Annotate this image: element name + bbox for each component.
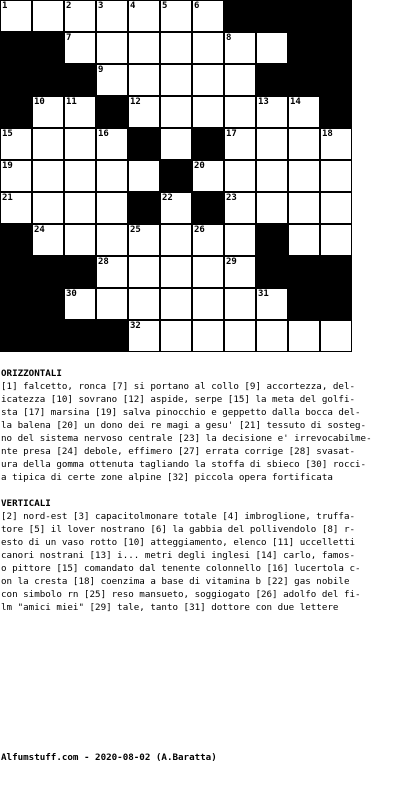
grid-cell[interactable] (160, 224, 192, 256)
grid-cell-black (32, 256, 64, 288)
grid-cell[interactable] (128, 0, 160, 32)
cell-number: 9 (98, 65, 104, 75)
cell-number: 18 (322, 129, 333, 139)
grid-cell-black (0, 320, 32, 352)
grid-cell[interactable] (32, 224, 64, 256)
grid-cell[interactable] (192, 96, 224, 128)
grid-cell[interactable] (96, 64, 128, 96)
grid-cell-black (256, 64, 288, 96)
grid-cell[interactable] (224, 64, 256, 96)
grid-cell-black (0, 64, 32, 96)
grid-cell[interactable] (256, 288, 288, 320)
grid-cell[interactable] (160, 256, 192, 288)
cell-number: 29 (226, 257, 237, 267)
grid-cell[interactable] (0, 192, 32, 224)
cell-number: 28 (98, 257, 109, 267)
grid-cell-black (64, 256, 96, 288)
cell-number: 11 (66, 97, 77, 107)
grid-cell[interactable] (32, 96, 64, 128)
grid-cell[interactable] (256, 128, 288, 160)
cell-number: 7 (66, 33, 72, 43)
grid-cell[interactable] (32, 128, 64, 160)
cell-number: 24 (34, 225, 45, 235)
grid-cell-black (128, 192, 160, 224)
cell-number: 8 (226, 33, 232, 43)
grid-cell-black (0, 96, 32, 128)
grid-cell[interactable] (288, 96, 320, 128)
grid-cell[interactable] (128, 288, 160, 320)
grid-cell[interactable] (224, 192, 256, 224)
cell-number: 5 (162, 1, 168, 11)
grid-cell[interactable] (224, 320, 256, 352)
cell-number: 12 (130, 97, 141, 107)
cell-number: 2 (66, 1, 72, 11)
grid-cell[interactable] (320, 224, 352, 256)
grid-cell[interactable] (128, 96, 160, 128)
grid-cell[interactable] (0, 0, 32, 32)
grid-cell[interactable] (320, 192, 352, 224)
grid-cell[interactable] (256, 192, 288, 224)
grid-cell[interactable] (224, 96, 256, 128)
grid-cell[interactable] (192, 320, 224, 352)
cell-number: 14 (290, 97, 301, 107)
grid-cell-black (160, 160, 192, 192)
grid-cell[interactable] (256, 320, 288, 352)
grid-cell[interactable] (96, 288, 128, 320)
cell-number: 20 (194, 161, 205, 171)
grid-cell[interactable] (192, 256, 224, 288)
grid-cell[interactable] (96, 32, 128, 64)
grid-cell-black (288, 288, 320, 320)
cell-number: 26 (194, 225, 205, 235)
grid-cell-black (96, 320, 128, 352)
grid-cell[interactable] (224, 288, 256, 320)
grid-cell[interactable] (160, 320, 192, 352)
grid-cell[interactable] (64, 224, 96, 256)
grid-cell[interactable] (128, 224, 160, 256)
grid-cell[interactable] (160, 288, 192, 320)
cell-number: 25 (130, 225, 141, 235)
grid-cell-black (32, 64, 64, 96)
down-heading: VERTICALI (1, 498, 51, 509)
grid-cell[interactable] (32, 192, 64, 224)
grid-cell-black (288, 32, 320, 64)
grid-cell[interactable] (64, 288, 96, 320)
grid-cell[interactable] (96, 192, 128, 224)
cell-number: 4 (130, 1, 136, 11)
cell-number: 10 (34, 97, 45, 107)
across-clue-text: [1] falcetto, ronca [7] si portano al collo [9] accortezza, del- icatezza [10] sovrano [12] aspide, serpe [15] la meta del golfi- sta [17] marsina [19] salva pinocchio e geppetto dalla bocca del- la balena [20] un dono dei re magi a gesu' [21] tessuto di sosteg- no del sistema nervoso centrale [23] la decisione e' irrevocabilme- nte presa [24] debole, effimero [27] errata corrige [28] svasat- ura della gomma ottenuta tagliando la stoffa di sbieco [30] rocci- a tipica di certe zone alpine [32] piccola opera fortificata (1, 381, 372, 483)
grid-cell[interactable] (224, 256, 256, 288)
grid-cell[interactable] (320, 320, 352, 352)
cell-number: 1 (2, 1, 8, 11)
grid-cell-black (320, 96, 352, 128)
grid-cell-black (288, 64, 320, 96)
cell-number: 3 (98, 1, 104, 11)
cell-number: 32 (130, 321, 141, 331)
grid-cell[interactable] (128, 256, 160, 288)
grid-cell-black (288, 256, 320, 288)
grid-cell-black (256, 0, 288, 32)
cell-number: 21 (2, 193, 13, 203)
grid-cell[interactable] (96, 0, 128, 32)
grid-cell[interactable] (160, 0, 192, 32)
grid-cell[interactable] (128, 160, 160, 192)
across-clues (1, 367, 411, 484)
grid-cell[interactable] (128, 320, 160, 352)
grid-cell[interactable] (160, 64, 192, 96)
grid-cell[interactable] (320, 160, 352, 192)
grid-cell-black (32, 288, 64, 320)
grid-cell-black (32, 32, 64, 64)
cell-number: 19 (2, 161, 13, 171)
grid-cell[interactable] (96, 224, 128, 256)
grid-cell[interactable] (128, 64, 160, 96)
cell-number: 30 (66, 289, 77, 299)
grid-cell[interactable] (32, 160, 64, 192)
grid-cell[interactable] (96, 256, 128, 288)
grid-cell[interactable] (192, 224, 224, 256)
grid-cell[interactable] (64, 128, 96, 160)
grid-cell[interactable] (64, 32, 96, 64)
cell-number: 6 (194, 1, 200, 11)
grid-cell[interactable] (288, 160, 320, 192)
grid-cell-black (0, 288, 32, 320)
grid-cell[interactable] (160, 32, 192, 64)
grid-cell[interactable] (256, 32, 288, 64)
footer-credit: Alfumstuff.com - 2020-08-02 (A.Baratta) (1, 752, 217, 763)
down-clues (1, 497, 411, 614)
grid-cell[interactable] (288, 128, 320, 160)
grid-cell[interactable] (0, 128, 32, 160)
cell-number: 15 (2, 129, 13, 139)
cell-number: 31 (258, 289, 269, 299)
grid-cell[interactable] (96, 160, 128, 192)
grid-cell-black (320, 0, 352, 32)
grid-cell-black (96, 96, 128, 128)
cell-number: 23 (226, 193, 237, 203)
grid-cell-black (256, 256, 288, 288)
grid-cell-black (64, 320, 96, 352)
grid-cell[interactable] (96, 128, 128, 160)
grid-cell[interactable] (160, 96, 192, 128)
grid-cell[interactable] (192, 32, 224, 64)
grid-cell[interactable] (0, 160, 32, 192)
grid-cell-black (32, 320, 64, 352)
grid-cell[interactable] (224, 160, 256, 192)
grid-cell[interactable] (160, 128, 192, 160)
grid-cell-black (0, 256, 32, 288)
grid-cell-black (256, 224, 288, 256)
grid-cell-black (64, 64, 96, 96)
grid-cell-black (320, 288, 352, 320)
across-heading: ORIZZONTALI (1, 368, 62, 379)
down-clue-text: [2] nord-est [3] capacitolmonare totale [4] imbroglione, truffa- tore [5] il lover nostrano [6] la gabbia del pollivendolo [8] r- esto di un vaso rotto [10] atteggiamento, elenco [11] uccelletti canori nostrani [13] i... metri degli inglesi [14] carlo, famos- o pittore [15] comandato dal tenente colonnello [16] lucertola c- on la cresta [18] coenzima a base di vitamina b [22] gas nobile con simbolo rn [25] reso mansueto, soggiogato [26] adolfo del fi- lm "amici miei" [29] tale, tanto [31] dottore con due lettere (1, 511, 361, 613)
grid-cell[interactable] (128, 32, 160, 64)
grid-cell[interactable] (64, 192, 96, 224)
grid-cell-black (320, 32, 352, 64)
grid-cell[interactable] (256, 96, 288, 128)
grid-cell[interactable] (224, 32, 256, 64)
grid-cell[interactable] (32, 0, 64, 32)
grid-cell[interactable] (288, 320, 320, 352)
grid-cell-black (0, 32, 32, 64)
grid-cell[interactable] (64, 96, 96, 128)
grid-cell[interactable] (256, 160, 288, 192)
grid-cell[interactable] (160, 192, 192, 224)
cell-number: 16 (98, 129, 109, 139)
grid-cell-black (320, 64, 352, 96)
grid-cell[interactable] (320, 128, 352, 160)
grid-cell[interactable] (64, 160, 96, 192)
grid-cell[interactable] (64, 0, 96, 32)
cell-number: 13 (258, 97, 269, 107)
grid-cell[interactable] (192, 160, 224, 192)
grid-cell[interactable] (192, 0, 224, 32)
grid-cell-black (224, 0, 256, 32)
cell-number: 22 (162, 193, 173, 203)
grid-cell[interactable] (288, 224, 320, 256)
grid-cell-black (320, 256, 352, 288)
crossword-grid (0, 0, 353, 353)
grid-cell[interactable] (224, 128, 256, 160)
grid-cell-black (0, 224, 32, 256)
grid-cell-black (192, 128, 224, 160)
grid-cell-black (192, 192, 224, 224)
grid-cell[interactable] (192, 64, 224, 96)
cell-number: 17 (226, 129, 237, 139)
grid-cell[interactable] (288, 192, 320, 224)
grid-cell[interactable] (224, 224, 256, 256)
grid-cell-black (128, 128, 160, 160)
grid-cell[interactable] (192, 288, 224, 320)
grid-cell-black (288, 0, 320, 32)
